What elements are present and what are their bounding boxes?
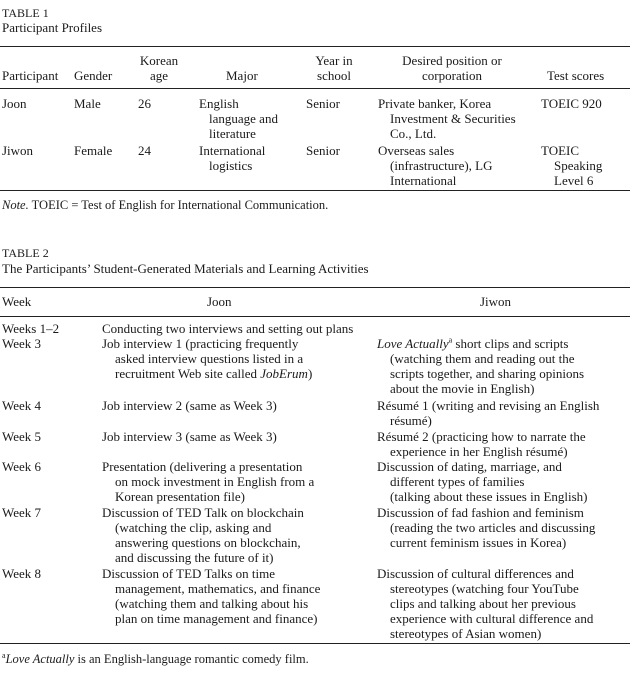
t1-gender: Male (74, 96, 101, 111)
t1-header-gender: Gender (74, 68, 113, 83)
t2-week: Week 6 (2, 459, 42, 474)
t1-year: Senior (306, 143, 340, 158)
t1-test: TOEIC Speaking Level 6 (541, 143, 603, 188)
t1-desired: Private banker, Korea Investment & Securities Co., Ltd. (378, 96, 516, 141)
t1-header-korean-age: Korean age (139, 53, 179, 83)
t1-header-test: Test scores (547, 68, 605, 83)
table1-top-rule (0, 46, 630, 47)
t2-week: Week 5 (2, 429, 42, 444)
t2-jiwon-activity: Résumé 2 (practicing how to narrate the experience in her English résumé) (377, 429, 586, 459)
t2-joon-activity: Discussion of TED Talks on time management, mathematics, and finance (watching them and talking about his plan on time management and finance) (102, 566, 321, 626)
t1-header-participant: Participant (2, 68, 59, 83)
t1-header-desired: Desired position or corporation (402, 53, 502, 83)
t2-joon-activity: Discussion of TED Talk on blockchain (watching the clip, asking and answering questions on blockchain, and discussing the future of it) (102, 505, 304, 565)
table1-label: TABLE 1 (2, 6, 49, 20)
table2-title: The Participants’ Student-Generated Materials and Learning Activities (2, 261, 369, 276)
t1-participant: Jiwon (2, 143, 34, 158)
table1-note: Note. TOEIC = Test of English for International Communication. (2, 198, 329, 212)
table2-bottom-rule (0, 643, 630, 644)
t1-header-year: Year in school (315, 53, 353, 83)
t2-header-week: Week (2, 294, 32, 309)
t1-desired: Overseas sales (infrastructure), LG International (378, 143, 493, 188)
t1-participant: Joon (2, 96, 27, 111)
table1-bottom-rule (0, 190, 630, 191)
t1-age: 26 (138, 96, 151, 111)
table2-header-rule (0, 316, 630, 317)
t2-jiwon-activity: Résumé 1 (writing and revising an English résumé) (377, 398, 600, 428)
t2-week: Week 4 (2, 398, 42, 413)
t2-week: Week 7 (2, 505, 42, 520)
t2-span-activity: Conducting two interviews and setting out plans (102, 321, 354, 336)
t1-header-major: Major (226, 68, 258, 83)
t2-joon-activity: Job interview 1 (practicing frequently asked interview questions listed in a recruitment Web site called JobErum) (102, 336, 313, 381)
t2-joon-activity: Job interview 2 (same as Week 3) (102, 398, 277, 413)
t2-jiwon-activity: Discussion of fad fashion and feminism (reading the two articles and discussing current feminism issues in Korea) (377, 505, 596, 550)
t1-major: English language and literature (199, 96, 278, 141)
t2-week: Weeks 1–2 (2, 321, 60, 336)
t2-joon-activity: Job interview 3 (same as Week 3) (102, 429, 277, 444)
t2-week: Week 3 (2, 336, 42, 351)
t1-test: TOEIC 920 (541, 96, 602, 111)
table2-label: TABLE 2 (2, 246, 49, 260)
t2-jiwon-activity: Discussion of dating, marriage, and different types of families (talking about these issues in English) (377, 459, 588, 504)
t1-year: Senior (306, 96, 340, 111)
table1-title: Participant Profiles (2, 20, 103, 35)
t2-header-joon: Joon (207, 294, 232, 309)
table2-top-rule (0, 287, 630, 288)
t2-jiwon-activity: Love Actually$^a$ short clips and scripts (watching them and reading out the scripts together, and sharing opinions about the movie in English) (377, 335, 585, 396)
t2-header-jiwon: Jiwon (480, 294, 512, 309)
t1-age: 24 (138, 143, 151, 158)
table1-header-rule (0, 88, 630, 89)
t1-gender: Female (74, 143, 113, 158)
t2-jiwon-activity: Discussion of cultural differences and stereotypes (watching four YouTube clips and talking about her previous experience with cultural difference and stereotypes of Asian women) (377, 566, 594, 641)
t1-major: International logistics (199, 143, 266, 173)
t2-week: Week 8 (2, 566, 42, 581)
table2-footnote: $^a$Love Actually is an English-language romantic comedy film. (2, 650, 309, 666)
t2-joon-activity: Presentation (delivering a presentation on mock investment in English from a Korean presentation file) (102, 459, 315, 504)
